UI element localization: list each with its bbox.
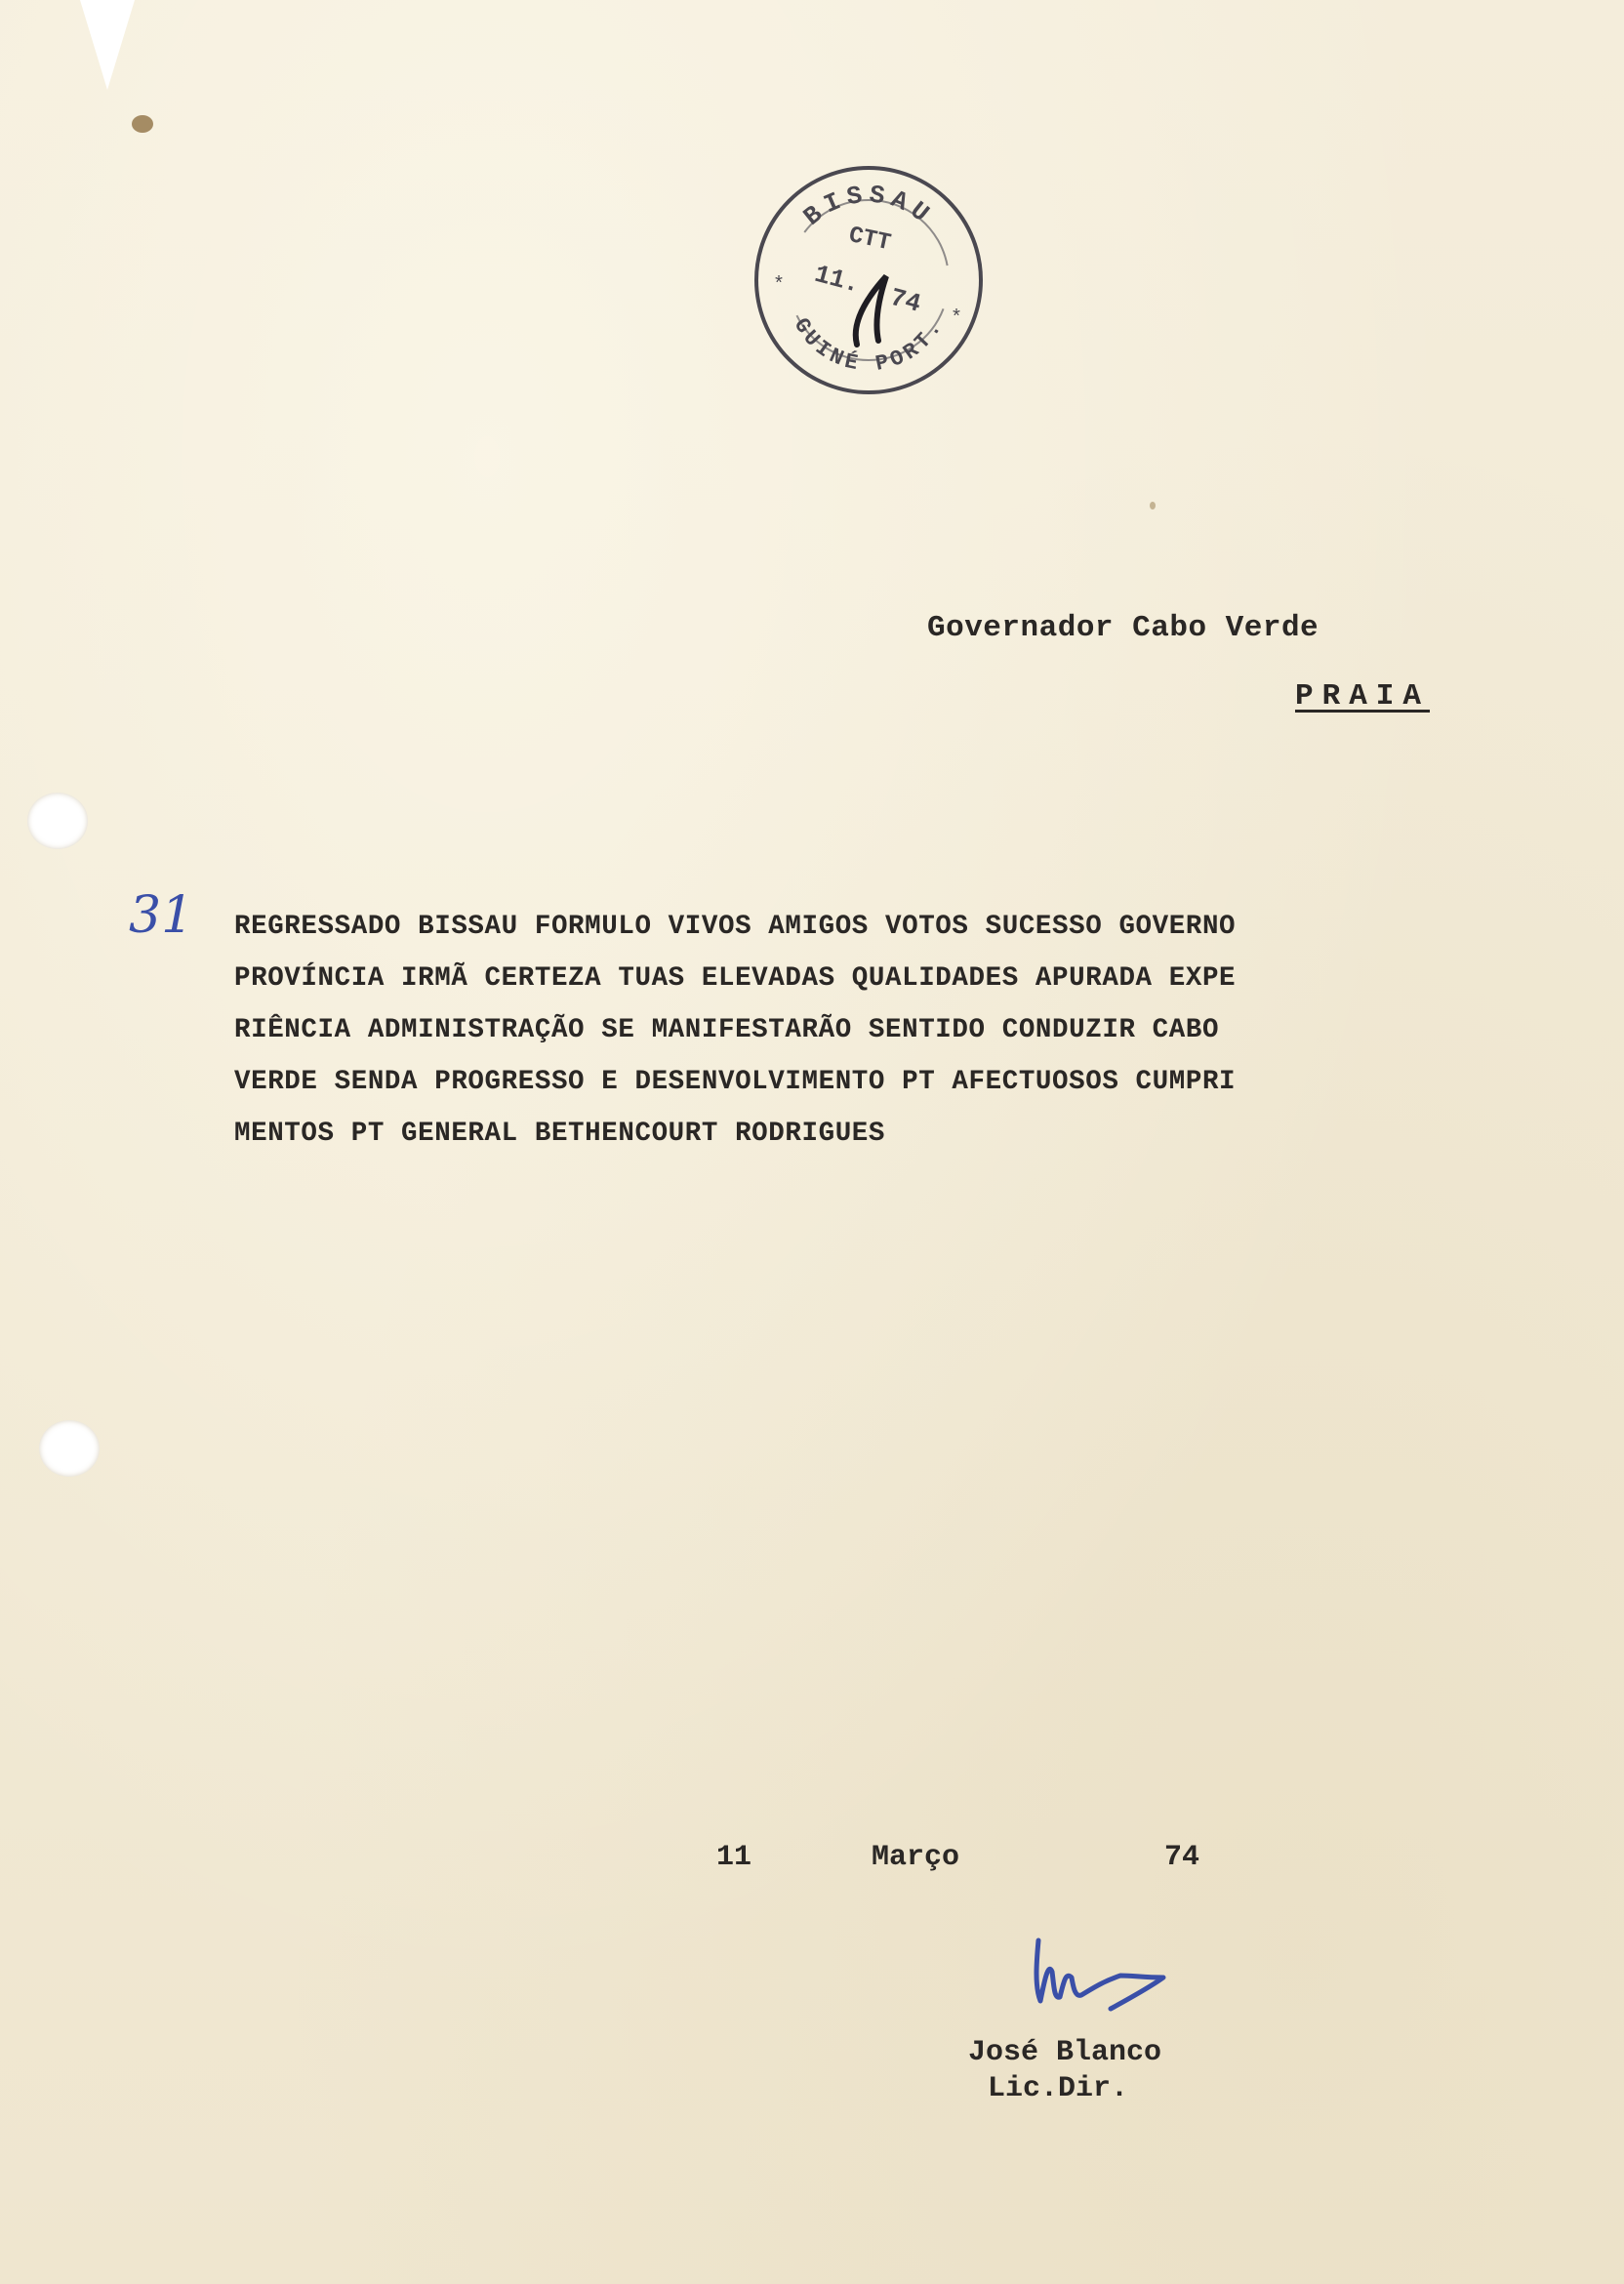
postmark-city: BISSAU <box>797 180 940 232</box>
reference-number: 31 <box>129 886 194 945</box>
signatory-name: José Blanco <box>968 2036 1162 2069</box>
svg-text:GUINÉ PORT. <box>789 314 950 377</box>
recipient-city: PRAIA <box>1295 679 1431 714</box>
postmark-service: CTT <box>846 222 894 258</box>
message-line: PROVÍNCIA IRMÃ CERTEZA TUAS ELEVADAS QUALIDADES APURADA EXPE <box>234 963 1237 994</box>
punch-hole-bottom <box>39 1420 100 1477</box>
postmark-day: 11. <box>811 259 864 300</box>
message-line: MENTOS PT GENERAL BETHENCOURT RODRIGUES <box>234 1119 886 1149</box>
message-line: VERDE SENDA PROGRESSO E DESENVOLVIMENTO PT AFECTUOSOS CUMPRI <box>234 1067 1237 1097</box>
message-line: RIÊNCIA ADMINISTRAÇÃO SE MANIFESTARÃO SENTIDO CONDUZIR CABO <box>234 1015 1220 1045</box>
date-day: 11 <box>716 1841 752 1874</box>
signatory-title: Lic.Dir. <box>988 2072 1129 2105</box>
postmark-stamp <box>750 161 988 399</box>
recipient-name: Governador Cabo Verde <box>927 611 1320 645</box>
punch-hole-top <box>27 793 88 849</box>
handwritten-signature <box>1027 1933 1173 2030</box>
postmark-initial-scribble <box>856 276 886 345</box>
postmark-region: GUINÉ PORT. <box>788 313 950 377</box>
date-month: Março <box>872 1841 960 1874</box>
svg-text:BISSAU <box>798 180 940 231</box>
paper-stain <box>1150 502 1156 510</box>
postmark-star-icon: * <box>773 274 786 297</box>
postmark-year: 74 <box>886 282 924 319</box>
date-year: 74 <box>1164 1841 1200 1874</box>
message-body <box>234 901 1425 1160</box>
torn-corner <box>80 0 135 90</box>
message-line: REGRESSADO BISSAU FORMULO VIVOS AMIGOS VOTOS SUCESSO GOVERNO <box>234 912 1237 942</box>
postmark-star-icon: * <box>951 307 963 330</box>
paper-stain <box>132 115 153 133</box>
